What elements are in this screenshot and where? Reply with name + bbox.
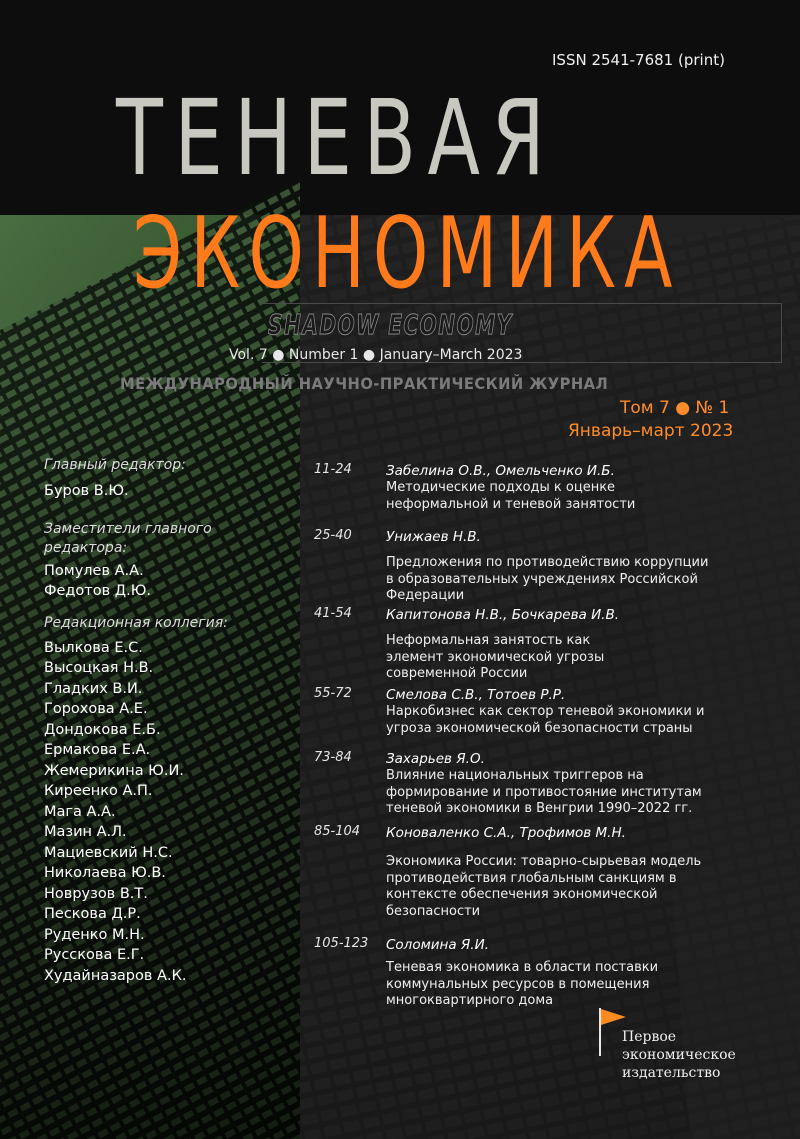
table-of-contents xyxy=(314,462,774,1006)
toc-pages: 41-54 xyxy=(314,606,352,621)
toc-authors: Капитонова Н.В., Бочкарева И.В. xyxy=(386,607,620,623)
journal-title-en: SHADOW ECONOMY xyxy=(268,308,513,341)
volume-info-en: Vol. 7 ● Number 1 ● January–March 2023 xyxy=(229,347,523,363)
board-member: Новрузов В.Т. xyxy=(44,885,148,902)
toc-pages: 11-24 xyxy=(314,462,352,477)
toc-entry xyxy=(314,686,774,750)
toc-pages: 105-123 xyxy=(314,936,369,951)
toc-authors: Забелина О.В., Омельченко И.Б. xyxy=(386,463,615,479)
board-member: Худайназаров А.К. xyxy=(44,967,187,984)
toc-authors: Захарьев Я.О. xyxy=(386,751,485,767)
toc-authors: Соломина Я.И. xyxy=(386,937,489,953)
board-member: Жемерикина Ю.И. xyxy=(44,762,184,779)
chief-editor-label: Главный редактор: xyxy=(44,457,186,473)
toc-authors: Унижаев Н.В. xyxy=(386,529,481,545)
toc-entry xyxy=(314,750,774,824)
board-member: Русскова Е.Г. xyxy=(44,947,145,963)
toc-title: Наркобизнес как сектор теневой экономики и угроза экономической безопасности страны xyxy=(386,704,705,736)
volume-info-ru: Том 7 ● № 1 xyxy=(620,398,730,418)
journal-title-ru-line1: ТЕНЕВАЯ xyxy=(116,77,557,199)
board-list xyxy=(44,638,294,987)
toc-authors: Смелова С.В., Тотоев Р.Р. xyxy=(386,687,566,703)
journal-type: МЕЖДУНАРОДНЫЙ НАУЧНО-ПРАКТИЧЕСКИЙ ЖУРНАЛ xyxy=(120,374,609,393)
deputies-label: Заместители главного редактора: xyxy=(44,520,212,556)
editorial-board xyxy=(44,456,294,986)
toc-title: Предложения по противодействию коррупции в образовательных учреждениях Российской Федерации xyxy=(386,555,709,603)
board-member: Высоцкая Н.В. xyxy=(44,660,154,676)
board-member: Ермакова Е.А. xyxy=(44,742,151,758)
board-member: Дондокова Е.Б. xyxy=(44,721,161,738)
toc-entry xyxy=(314,528,774,606)
toc-entry xyxy=(314,936,774,1006)
board-member: Николаева Ю.В. xyxy=(44,865,166,881)
board-member: Руденко М.Н. xyxy=(44,926,145,943)
toc-title: Методические подходы к оценке неформальной и теневой занятости xyxy=(386,480,636,512)
publisher-name xyxy=(622,1028,736,1082)
toc-pages: 85-104 xyxy=(314,824,361,839)
toc-pages: 73-84 xyxy=(314,750,352,765)
toc-title: Неформальная занятость как элемент экономической угрозы современной России xyxy=(386,633,605,681)
issue-date-ru: Январь–март 2023 xyxy=(568,421,734,441)
toc-authors: Коноваленко С.А., Трофимов М.Н. xyxy=(386,825,626,841)
chief-editor-name: Буров В.Ю. xyxy=(44,483,129,499)
board-member: Мазин А.Л. xyxy=(44,824,127,840)
board-member: Горохова А.Е. xyxy=(44,701,148,717)
board-member: Гладких В.И. xyxy=(44,680,143,697)
toc-title: Экономика России: товарно-сырьевая модель противодействия глобальным санкциям в контексте обеспечения экономической безопасности xyxy=(386,854,702,919)
publisher-line: Первое xyxy=(622,1029,677,1045)
toc-title: Влияние национальных триггеров на формирование и противостояние институтам теневой экономики в Венгрии 1990–2022 гг. xyxy=(386,768,702,816)
board-member: Мага А.А. xyxy=(44,803,116,820)
issn: ISSN 2541-7681 (print) xyxy=(552,51,725,69)
journal-title-ru-line2: ЭКОНОМИКА xyxy=(133,197,681,311)
toc-entry xyxy=(314,606,774,686)
toc-title: Теневая экономика в области поставки коммунальных ресурсов в помещения многоквартирного дома xyxy=(386,960,659,1008)
board-member: Вылкова Е.С. xyxy=(44,639,143,656)
toc-entry xyxy=(314,824,774,936)
board-member: Киреенко А.П. xyxy=(44,783,153,799)
board-label: Редакционная коллегия: xyxy=(44,614,228,631)
toc-pages: 55-72 xyxy=(314,686,352,701)
board-member: Пескова Д.Р. xyxy=(44,906,141,922)
deputy-name: Помулев А.А. xyxy=(44,562,144,579)
toc-pages: 25-40 xyxy=(314,528,352,543)
board-member: Мациевский Н.С. xyxy=(44,844,173,861)
deputy-name: Федотов Д.Ю. xyxy=(44,583,151,599)
toc-entry xyxy=(314,462,774,528)
publisher-line: экономическое xyxy=(622,1047,736,1063)
publisher-line: издательство xyxy=(622,1065,721,1081)
